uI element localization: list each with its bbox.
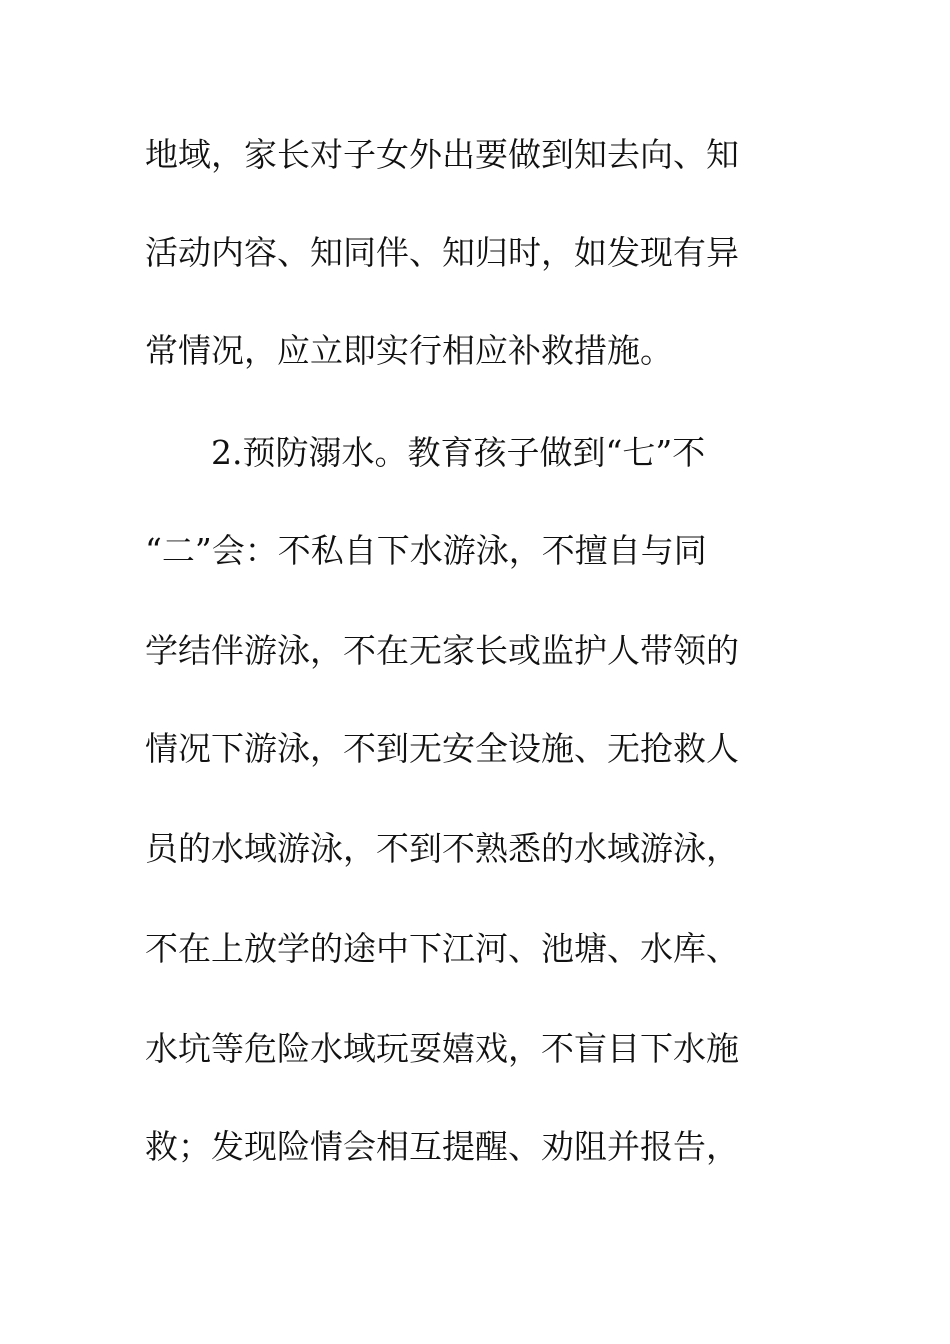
text-line: 常情况，应立即实行相应补救措施。 bbox=[145, 331, 673, 370]
text-line: “二”会：不私自下水游泳，不擅自与同 bbox=[145, 531, 707, 570]
text-line: 救；发现险情会相互提醒、劝阻并报告， bbox=[145, 1127, 739, 1166]
text-line: 情况下游泳，不到无安全设施、无抢救人 bbox=[145, 729, 739, 768]
paragraph-start-line: 2.预防溺水。教育孩子做到“七”不 bbox=[211, 433, 706, 472]
text-line: 员的水域游泳，不到不熟悉的水域游泳， bbox=[145, 829, 739, 868]
text-line: 学结伴游泳，不在无家长或监护人带领的 bbox=[145, 631, 739, 670]
text-line: 地域，家长对子女外出要做到知去向、知 bbox=[145, 135, 739, 174]
text-line: 活动内容、知同伴、知归时，如发现有异 bbox=[145, 233, 739, 272]
text-line: 水坑等危险水域玩耍嬉戏，不盲目下水施 bbox=[145, 1029, 739, 1068]
text-line: 不在上放学的途中下江河、池塘、水库、 bbox=[145, 929, 739, 968]
